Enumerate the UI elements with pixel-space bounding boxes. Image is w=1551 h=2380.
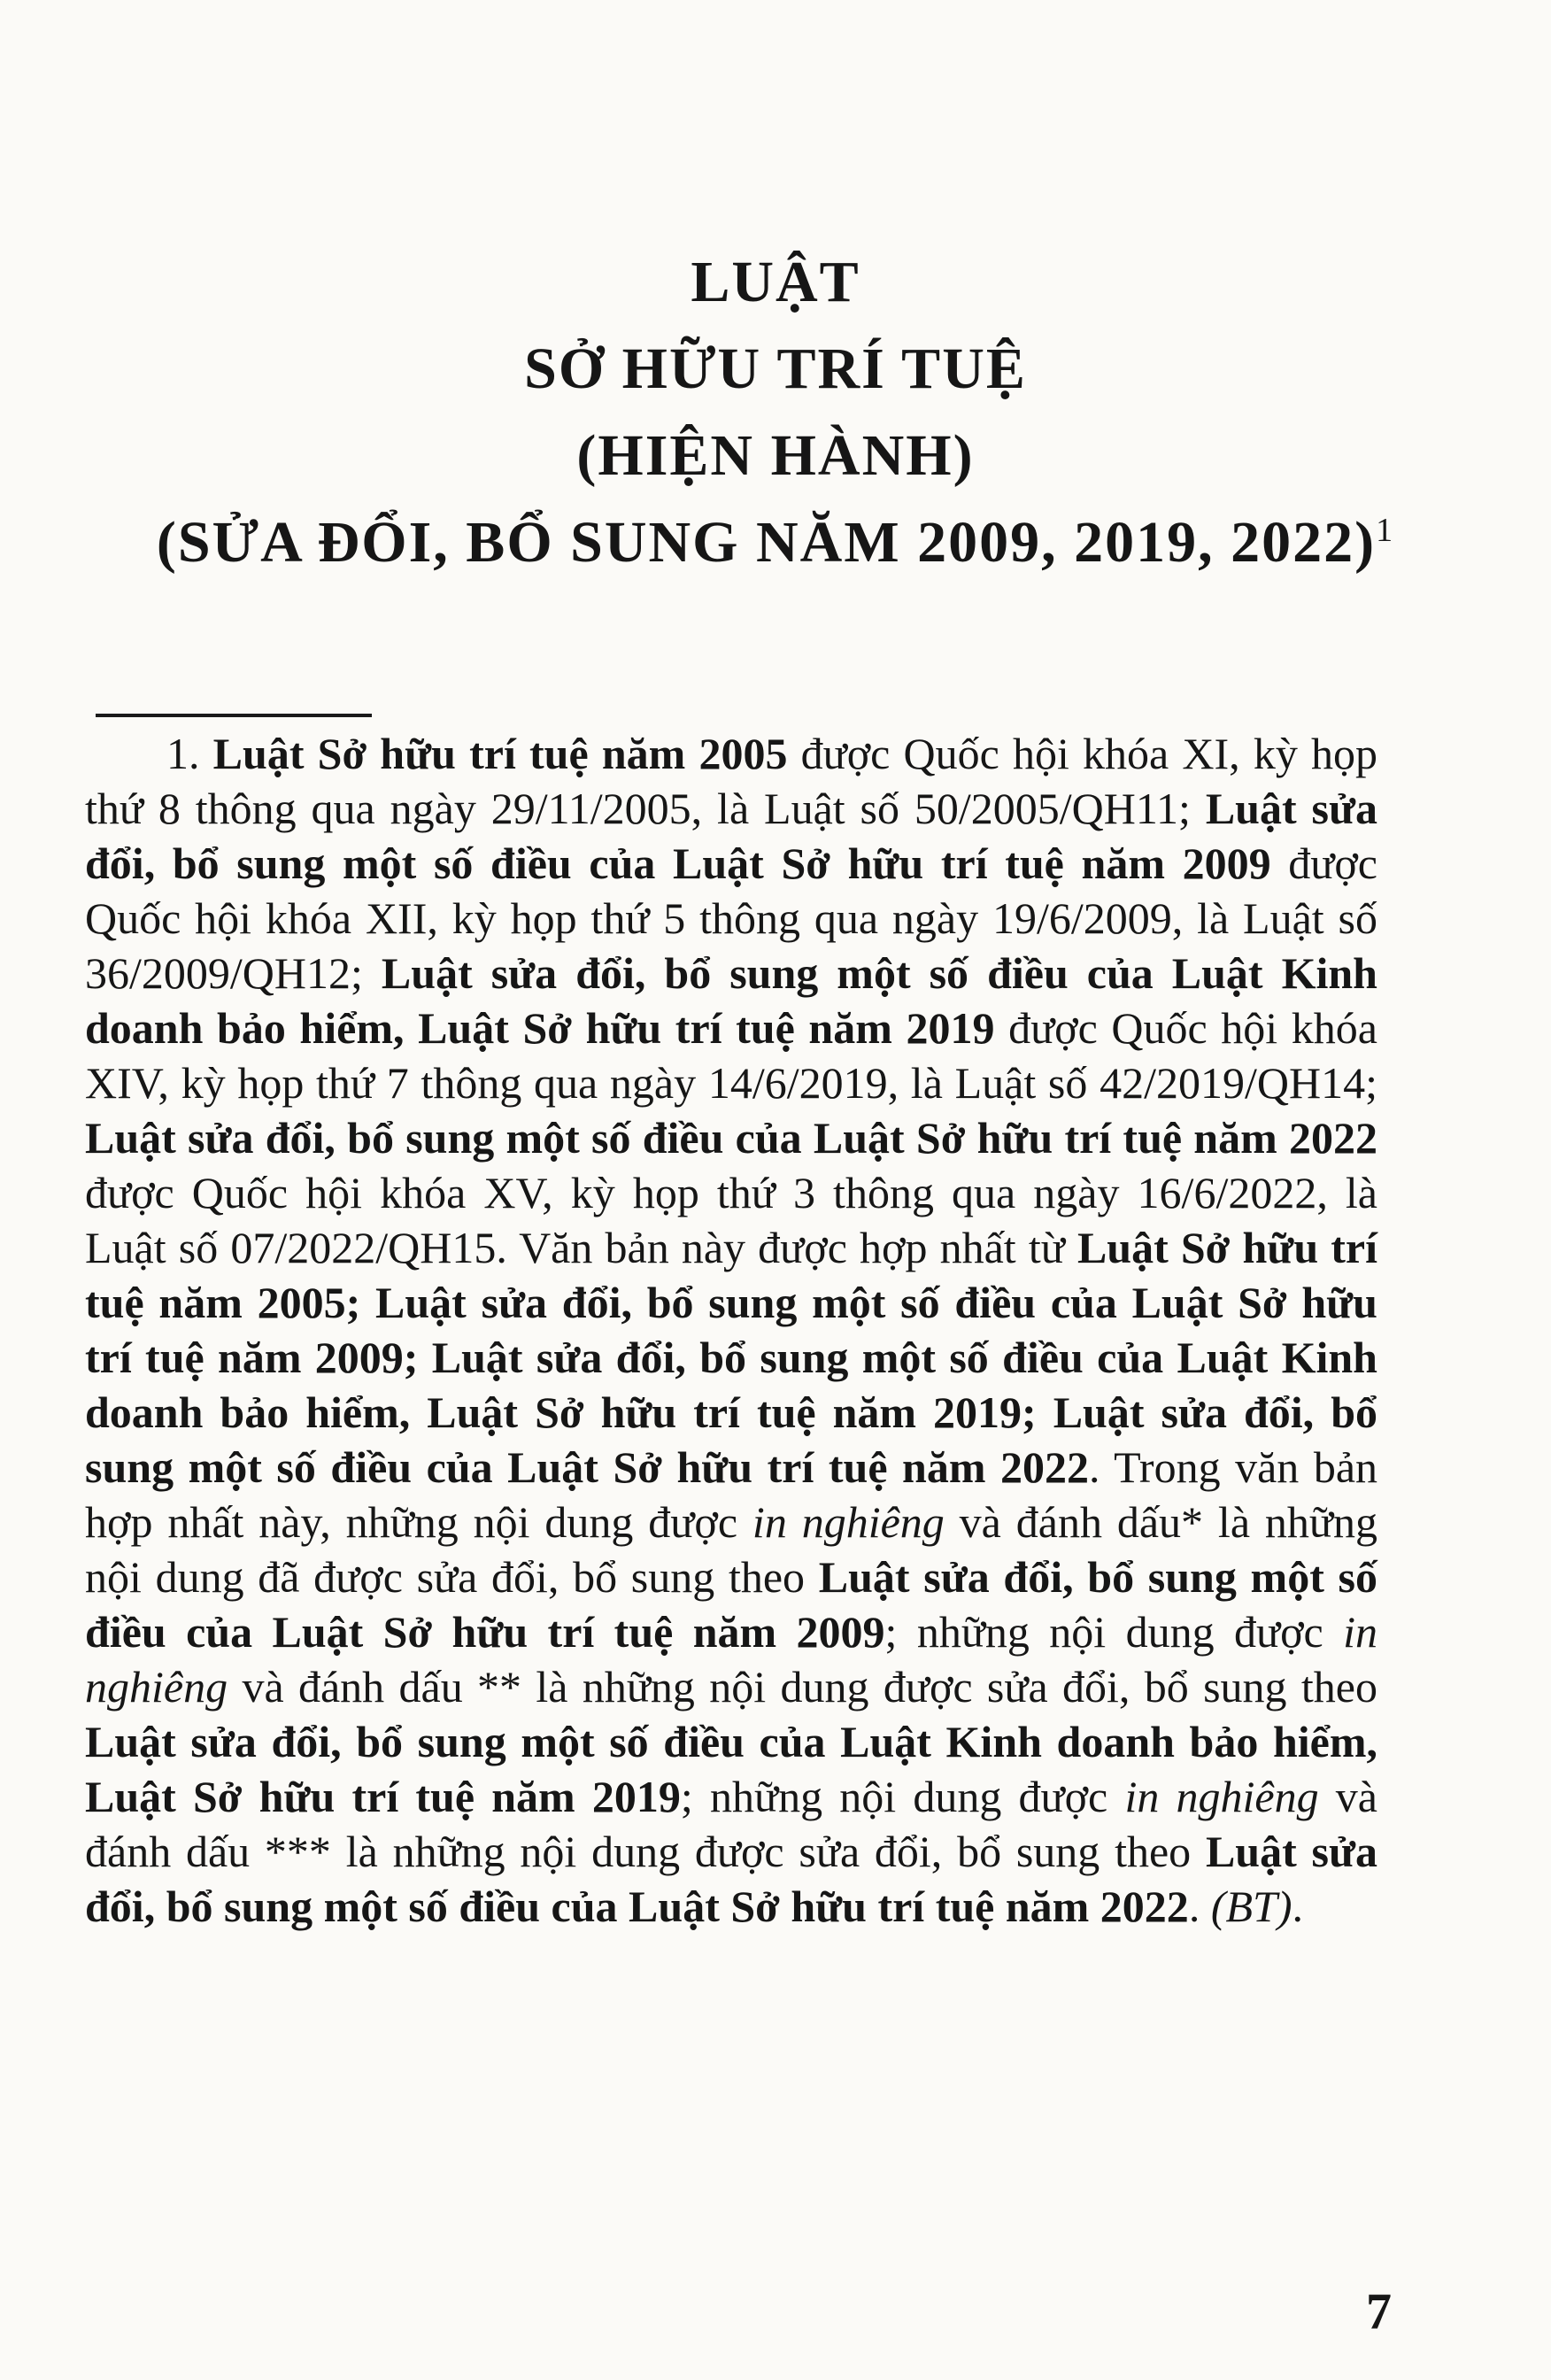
footnote-segment: 1. bbox=[166, 729, 213, 778]
footnote-segment: được Quốc hội khóa XIV, kỳ họp thứ 7 thông qua ngày 14/6/2019, là Luật số 42/2019/QH14; bbox=[85, 1003, 1377, 1108]
footnote-segment: ; những nội dung được bbox=[680, 1772, 1125, 1821]
footnote-segment: và đánh dấu *** là những nội dung được sửa đổi, bổ sung theo bbox=[85, 1772, 1377, 1876]
footnote-segment: in nghiêng bbox=[85, 1607, 1377, 1712]
footnote-segment: được Quốc hội khóa XII, kỳ họp thứ 5 thông qua ngày 19/6/2009, là Luật số 36/2009/QH12; bbox=[85, 838, 1377, 998]
footnote-marker: 1 bbox=[1376, 512, 1395, 549]
footnote-segment: Luật sửa đổi, bổ sung một số điều của Luật Kinh doanh bảo hiểm, Luật Sở hữu trí tuệ năm 2019 bbox=[85, 948, 1377, 1053]
footnote-segment: và đánh dấu ** là những nội dung được sửa đổi, bổ sung theo bbox=[228, 1662, 1377, 1712]
footnote-segment: in nghiêng bbox=[1124, 1772, 1319, 1821]
title-law: LUẬT bbox=[691, 250, 860, 314]
footnote-segment: in nghiêng bbox=[752, 1497, 945, 1547]
footnote-segment: Luật Sở hữu trí tuệ năm 2005 bbox=[212, 729, 788, 778]
page-number: 7 bbox=[1366, 2283, 1392, 2340]
title-block bbox=[0, 239, 1551, 586]
footnote-segment: Luật sửa đổi, bổ sung một số điều của Luật Sở hữu trí tuệ năm 2022 bbox=[85, 1827, 1377, 1931]
footnote-segment: (BT) bbox=[1210, 1882, 1292, 1931]
footnote-segment: Luật sửa đổi, bổ sung một số điều của Luật Kinh doanh bảo hiểm, Luật Sở hữu trí tuệ năm 2019 bbox=[85, 1717, 1377, 1821]
footnote-segment: . bbox=[1188, 1882, 1211, 1931]
title-amendments bbox=[0, 499, 1551, 586]
title-status: (HIỆN HÀNH) bbox=[576, 423, 975, 488]
footnote-segment: Luật sửa đổi, bổ sung một số điều của Luật Sở hữu trí tuệ năm 2009 bbox=[85, 784, 1377, 888]
footnote-segment: . bbox=[1292, 1882, 1303, 1931]
footnote-divider bbox=[96, 714, 372, 717]
footnote-segment: được Quốc hội khóa XI, kỳ họp thứ 8 thông qua ngày 29/11/2005, là Luật số 50/2005/QH11; bbox=[85, 729, 1378, 833]
footnote-segment: ; những nội dung được bbox=[884, 1607, 1344, 1657]
footnote-segment: . Trong văn bản hợp nhất này, những nội dung được bbox=[85, 1442, 1378, 1547]
title-amendments-text: (SỬA ĐỔI, BỔ SUNG NĂM 2009, 2019, 2022) bbox=[156, 510, 1377, 575]
footnote-segment: Luật Sở hữu trí tuệ năm 2005; Luật sửa đổi, bổ sung một số điều của Luật Sở hữu trí tuệ năm 2009; Luật sửa đổi, bổ sung một số điều của Luật Kinh doanh bảo hiểm, Luật Sở hữu trí tuệ năm 2019; Luật sửa đổi, bổ sung một số điều của Luật Sở hữu trí tuệ năm 2022 bbox=[85, 1223, 1377, 1492]
footnote-segment: Luật sửa đổi, bổ sung một số điều của Luật Sở hữu trí tuệ năm 2022 bbox=[85, 1113, 1377, 1163]
footnote-text bbox=[85, 726, 1377, 1934]
title-subject: SỞ HỮU TRÍ TUỆ bbox=[524, 336, 1027, 401]
footnote-segment: và đánh dấu* là những nội dung đã được sửa đổi, bổ sung theo bbox=[85, 1497, 1377, 1602]
footnote-segment: được Quốc hội khóa XV, kỳ họp thứ 3 thông qua ngày 16/6/2022, là Luật số 07/2022/QH15. Văn bản này được hợp nhất từ bbox=[85, 1168, 1377, 1272]
footnote-segment: Luật sửa đổi, bổ sung một số điều của Luật Sở hữu trí tuệ năm 2009 bbox=[85, 1552, 1378, 1657]
